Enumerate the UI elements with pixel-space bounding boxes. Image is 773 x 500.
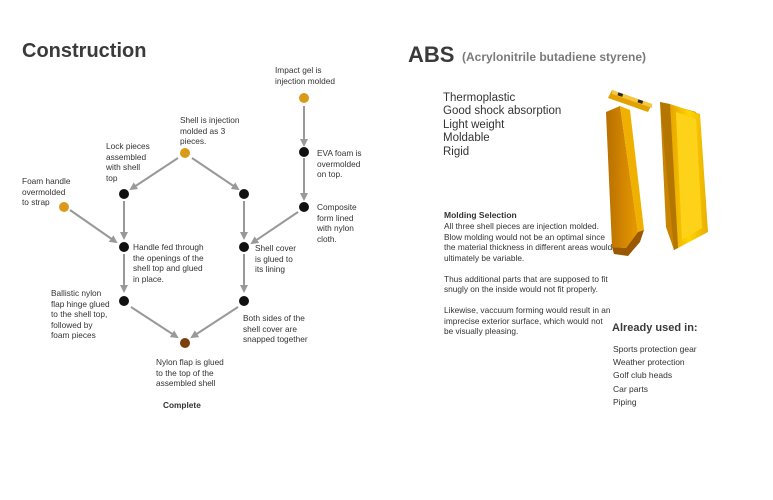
shell-cover-piece [660, 102, 708, 250]
complete-label: Complete [163, 400, 201, 410]
property-item: Light weight [443, 118, 505, 131]
molding-selection-body [444, 221, 614, 347]
material-subtitle: (Acrylonitrile butadiene styrene) [462, 50, 647, 64]
node-handle-fed [119, 242, 129, 252]
property-item: Moldable [443, 132, 490, 145]
step-lock-pieces: Lock pieces assembled with shell top [106, 141, 150, 183]
molding-selection-title: Molding Selection [444, 210, 517, 220]
arrow-shell-to-right [192, 158, 238, 189]
usage-item: Piping [613, 396, 637, 407]
step-foam-handle: Foam handle overmolded to strap [22, 176, 71, 207]
arrow-composite-to-cover [252, 212, 298, 243]
property-item: Good shock absorption [443, 105, 562, 118]
property-item: Thermoplastic [443, 92, 516, 104]
node-ballistic [119, 296, 129, 306]
property-item: Rigid [443, 145, 470, 158]
material-title: ABS [408, 42, 455, 67]
node-shell-cover [239, 242, 249, 252]
already-used-list [613, 343, 697, 409]
molding-paragraph: Likewise, vaccuum forming would result in an imprecise exterior surface, which would not be visually pleasing. [444, 305, 611, 336]
node-shell-right [239, 189, 249, 199]
molding-paragraph: Thus additional parts that are supposed to fit snugly on the inside would not fit properly. [444, 273, 608, 294]
node-impact-gel [299, 93, 309, 103]
molding-paragraph: All three shell pieces are injection molded. Blow molding would not be an optimal since the material thickness in different areas would ultimately be variable. [444, 221, 613, 263]
step-both-sides: Both sides of the shell cover are snapped together [243, 313, 308, 344]
arrow-both-to-final [192, 307, 238, 337]
usage-item: Golf club heads [613, 370, 673, 381]
node-both-sides [239, 296, 249, 306]
step-impact-gel: Impact gel is injection molded [275, 65, 335, 86]
node-lock-pieces [119, 189, 129, 199]
step-nylon-flap: Nylon flap is glued to the top of the assembled shell [156, 357, 224, 388]
already-used-title: Already used in: [612, 322, 698, 334]
step-handle-fed: Handle fed through the openings of the shell top and glued in place. [133, 242, 204, 284]
node-composite [299, 202, 309, 212]
node-eva-foam [299, 147, 309, 157]
node-nylon-flap [180, 338, 190, 348]
step-ballistic-nylon: Ballistic nylon flap hinge glued to the shell top, followed by foam pieces [51, 288, 110, 340]
node-shell-injection [180, 148, 190, 158]
step-shell-injection: Shell is injection molded as 3 pieces. [180, 115, 240, 146]
usage-item: Sports protection gear [613, 344, 697, 354]
usage-item: Car parts [613, 383, 648, 394]
arrow-foam-to-handle [70, 210, 116, 242]
material-properties [443, 92, 561, 159]
construction-title: Construction [22, 40, 147, 62]
step-composite-form: Composite form lined with nylon cloth. [317, 202, 357, 244]
step-eva-foam: EVA foam is overmolded on top. [317, 148, 362, 179]
arrow-ballistic-to-final [131, 307, 177, 337]
step-shell-cover: Shell cover is glued to its lining [255, 243, 297, 274]
usage-item: Weather protection [613, 357, 685, 368]
